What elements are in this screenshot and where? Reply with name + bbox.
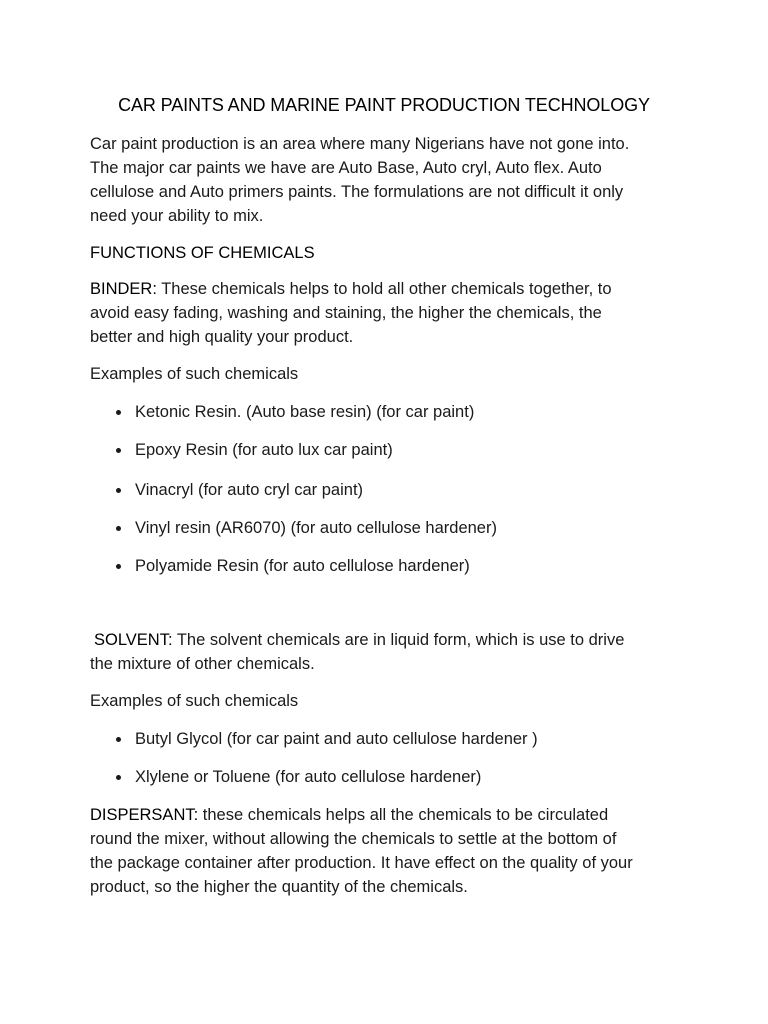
dispersant-label: DISPERSANT: [90, 806, 199, 824]
list-item [90, 727, 690, 751]
list-item [90, 400, 690, 424]
solvent-line: the mixture of other chemicals. [90, 655, 315, 673]
list-item-text: Vinyl resin (AR6070) (for auto cellulose hardener) [135, 519, 497, 537]
bullet-icon [116, 448, 121, 453]
list-item-text: Epoxy Resin (for auto lux car paint) [135, 441, 393, 459]
intro-paragraph [90, 132, 690, 228]
dispersant-text: these chemicals helps all the chemicals to be circulated [198, 806, 609, 824]
bullet-icon [116, 488, 121, 493]
binder-paragraph [90, 277, 690, 349]
binder-line: better and high quality your product. [90, 328, 354, 346]
dispersant-line: the package container after production. It have effect on the quality of your [90, 854, 633, 872]
list-item-text: Xlylene or Toluene (for auto cellulose hardener) [135, 768, 482, 786]
bullet-icon [116, 564, 121, 569]
solvent-text: The solvent chemicals are in liquid form, which is use to drive [172, 631, 625, 649]
intro-line: cellulose and Auto primers paints. The formulations are not difficult it only [90, 183, 624, 201]
dispersant-paragraph [90, 803, 690, 899]
list-item [90, 478, 690, 502]
list-item [90, 516, 690, 540]
solvent-examples-list [90, 727, 690, 797]
solvent-paragraph [90, 628, 690, 676]
list-item [90, 438, 690, 462]
binder-examples-list [90, 400, 690, 580]
bullet-icon [116, 410, 121, 415]
dispersant-line: round the mixer, without allowing the chemicals to settle at the bottom of [90, 830, 617, 848]
functions-heading: FUNCTIONS OF CHEMICALS [90, 244, 315, 262]
list-item [90, 554, 690, 578]
list-item [90, 765, 690, 789]
solvent-label: SOLVENT: [94, 631, 173, 649]
document-title: CAR PAINTS AND MARINE PAINT PRODUCTION TECHNOLOGY [118, 95, 650, 115]
binder-label: BINDER: [90, 280, 157, 298]
bullet-icon [116, 775, 121, 780]
intro-line: need your ability to mix. [90, 207, 264, 225]
list-item-text: Vinacryl (for auto cryl car paint) [135, 481, 364, 499]
list-item-text: Ketonic Resin. (Auto base resin) (for car paint) [135, 403, 475, 421]
dispersant-line: product, so the higher the quantity of the chemicals. [90, 878, 468, 896]
binder-line: avoid easy fading, washing and staining, the higher the chemicals, the [90, 304, 602, 322]
bullet-icon [116, 737, 121, 742]
list-item-text: Butyl Glycol (for car paint and auto cellulose hardener ) [135, 730, 538, 748]
list-item-text: Polyamide Resin (for auto cellulose hardener) [135, 557, 470, 575]
bullet-icon [116, 526, 121, 531]
binder-text: These chemicals helps to hold all other chemicals together, to [156, 280, 612, 298]
solvent-examples-heading: Examples of such chemicals [90, 692, 299, 710]
binder-examples-heading: Examples of such chemicals [90, 365, 299, 383]
intro-line: The major car paints we have are Auto Base, Auto cryl, Auto flex. Auto [90, 159, 602, 177]
intro-line: Car paint production is an area where many Nigerians have not gone into. [90, 135, 630, 153]
